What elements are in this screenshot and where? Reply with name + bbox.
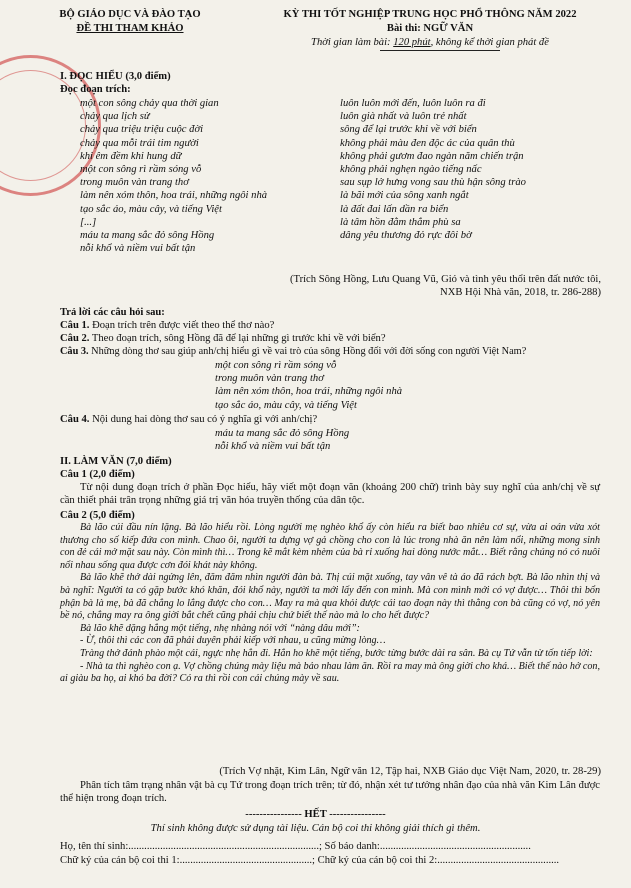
quote-line: một con sông rì rầm sóng vỗ	[215, 360, 337, 371]
excerpt-paragraph: - Nhà ta thì nghèo con ạ. Vợ chồng chúng mày liệu mà bảo nhau làm ăn. Rồi ra may mà ông giời cho khá… Biết thế nào hở con, ai giàu ba họ, ai khó ba đời? Có ra thì rồi con cái chúng mày về sau.	[60, 660, 600, 685]
poem-line: là bãi mới của sông xanh ngắt	[340, 190, 469, 202]
c2-label: Câu 2 (5,0 điểm)	[60, 510, 135, 521]
poem-line: máu ta mang sắc đỏ sông Hồng	[80, 230, 215, 242]
poem-line: dâng yêu thương đỏ rực đôi bờ	[340, 230, 472, 242]
exam-time	[240, 36, 620, 49]
poem-line: luôn già nhất và luôn trẻ nhất	[340, 111, 467, 123]
poem-line: không phải màu đen độc ác của quân thù	[340, 137, 515, 149]
question-label: Câu 1.	[60, 320, 90, 331]
sig1-field: ..................................................	[179, 855, 313, 866]
end-marker	[0, 808, 631, 821]
question-text: Những dòng thơ sau giúp anh/chị hiểu gì về vai trò của sông Hồng đối với đời sống con người Việt Nam?	[88, 346, 527, 357]
question-text: Đoạn trích trên được viết theo thể thơ nào?	[89, 320, 275, 331]
excerpt-paragraph: Bà lão khẽ thở dài ngửng lên, đăm đăm nhìn người đàn bà. Thị cúi mặt xuống, tay vân vê tà áo đã rách bợt. Bà lão nhìn thị và bà nghĩ: Người ta có gặp bước khó khăn, đói khổ này, người ta mới lấy đến con mình. Mà con mình mới có vợ được… Thôi thì bổn phận bà là mẹ, bà đã chẳng lo lắng được cho con… May ra mà qua khỏi được cái tao đoạn này thì thằng con bà cũng có vợ, nó yên bề nó, chẳng may ra ông giời bắt chết cũng phải chịu chứ biết thế nào mà lo cho hết được?	[60, 572, 600, 622]
quote-line: trong muôn vàn trang thơ	[215, 373, 324, 385]
excerpt-paragraph: Bà lão khẽ dặng hắng một tiếng, nhẹ nhàng nói với “nàng dâu mới”:	[80, 622, 360, 634]
signature-row	[60, 854, 559, 867]
quote-line: nỗi khổ và niềm vui bất tận	[215, 441, 331, 453]
name-label: Họ, tên thí sinh:	[60, 841, 129, 852]
exam-note: Thí sinh không được sử dụng tài liệu. Cán bộ coi thi không giải thích gì thêm.	[150, 823, 481, 834]
question-text: Nội dung hai dòng thơ sau có ý nghĩa gì với anh/chị?	[89, 414, 318, 425]
poem-line: sau sụp lở hưng vong sau thù hận sông trào	[340, 177, 526, 189]
excerpt-paragraph: Tràng thở đánh phào một cái, ngực nhẹ hẳn đi. Hắn ho khẽ một tiếng, bước từng bước dài ra sân. Bà cụ Tứ vẫn từ tốn tiếp lời:	[80, 647, 593, 659]
question-2	[60, 332, 386, 345]
exam-title: KỲ THI TỐT NGHIỆP TRUNG HỌC PHỔ THÔNG NĂM 2022	[283, 9, 577, 20]
poem-line: nỗi khổ và niềm vui bất tận	[80, 243, 196, 255]
poem-line: chảy qua lịch sử	[80, 111, 150, 123]
end-dashes-right: ----------------	[329, 809, 386, 820]
header-rule	[380, 50, 500, 51]
sbd-field: .........................................................	[379, 841, 531, 852]
answer-prompt: Trả lời các câu hỏi sau:	[60, 307, 165, 318]
poem-citation	[290, 273, 601, 299]
quote-line: tạo sắc áo, màu cây, và tiếng Việt	[215, 399, 357, 411]
poem-line: một con sông chảy qua thời gian	[80, 98, 219, 109]
end-text: HẾT	[304, 809, 327, 820]
poem-right-column	[340, 97, 526, 242]
question-label: Câu 2.	[60, 333, 90, 344]
ministry-name: BỘ GIÁO DỤC VÀ ĐÀO TẠO	[59, 9, 201, 20]
question-1	[60, 319, 274, 332]
poem-line: chảy qua triệu triệu cuộc đời	[80, 124, 204, 136]
citation-line-1: (Trích Sông Hồng, Lưu Quang Vũ, Gió và tình yêu thổi trên đất nước tôi,	[289, 274, 601, 285]
read-label: Đọc đoạn trích:	[60, 84, 131, 95]
q3-quote	[215, 359, 402, 412]
poem-left-column	[80, 97, 267, 255]
question-text: Theo đoạn trích, sông Hồng đã để lại những gì trước khi về với biển?	[89, 333, 386, 344]
c1-label: Câu 1 (2,0 điểm)	[60, 469, 135, 480]
citation-line-2: NXB Hội Nhà văn, 2018, tr. 286-288)	[440, 287, 601, 299]
poem-line: không phải gươm đao ngàn năm chiến trận	[340, 150, 524, 162]
poem-line: trong muôn vàn trang thơ	[80, 177, 189, 189]
part2-title: II. LÀM VĂN (7,0 điểm)	[60, 456, 172, 467]
poem-line: không phải nghẹn ngào tiếng nấc	[340, 164, 482, 176]
poem-line: chảy qua mỗi trái tim người	[80, 137, 199, 149]
question-label: Câu 3.	[60, 346, 89, 357]
question-3	[60, 345, 526, 358]
exam-type: ĐỀ THI THAM KHẢO	[76, 23, 184, 34]
novel-excerpt	[60, 522, 600, 686]
q4-quote	[215, 427, 349, 453]
excerpt-citation: (Trích Vợ nhặt, Kim Lân, Ngữ văn 12, Tập hai, NXB Giáo dục Việt Nam, 2020, tr. 28-29)	[219, 766, 601, 777]
poem-line: là tâm hồn đằm thắm phù sa	[340, 216, 461, 228]
poem-line: là đất đai lấn dần ra biển	[340, 203, 449, 215]
question-4	[60, 413, 317, 426]
poem-line: một con sông rì rầm sóng vỗ	[80, 164, 202, 176]
c1-prompt: Từ nội dung đoạn trích ở phần Đọc hiểu, hãy viết một đoạn văn (khoảng 200 chữ) trình bày suy nghĩ của anh/chị về sự cần thiết phải trân trọng những giá trị văn hóa truyền thống của dân tộc.	[60, 482, 600, 507]
poem-line: làm nên xóm thôn, hoa trái, những ngôi nhà	[80, 190, 268, 202]
candidate-info-row	[60, 840, 531, 853]
quote-line: máu ta mang sắc đỏ sông Hồng	[215, 428, 350, 439]
c2-task: Phân tích tâm trạng nhân vật bà cụ Tứ trong đoạn trích trên; từ đó, nhận xét tư tưởng nhân đạo của nhà văn Kim Lân được thể hiện trong đoạn trích.	[60, 780, 600, 805]
time-value: 120 phút	[393, 37, 431, 48]
part1-title: I. ĐỌC HIỂU (3,0 điểm)	[60, 71, 171, 82]
sig2-field: ..............................................	[437, 855, 560, 866]
excerpt-paragraph: Bà lão cúi đầu nín lặng. Bà lão hiểu rồi. Lòng người mẹ nghèo khổ ấy còn hiểu ra biết bao nhiêu cơ sự, vừa ai oán vừa xót thương cho số kiếp đứa con mình. Chao ôi, người ta dựng vợ gả chồng cho con là lúc trong nhà ăn nên làm nổi, những mong sinh con đẻ cái mở mặt sau này. Còn mình thì… Trong kẽ mắt kèm nhèm của bà rỉ xuống hai dòng nước mắt… Biết rằng chúng nó có nuôi nổi nhau sống qua được cơn đói khát này không.	[60, 522, 600, 571]
end-dashes-left: ----------------	[245, 809, 302, 820]
poem-line: khi êm đềm khi hung dữ	[80, 150, 182, 162]
poem-line: tạo sắc áo, màu cây, và tiếng Việt	[80, 203, 222, 215]
question-label: Câu 4.	[60, 414, 90, 425]
excerpt-paragraph: - Ừ, thôi thì các con đã phải duyên phải kiếp với nhau, u cũng mừng lòng…	[80, 635, 386, 647]
sig1-label: Chữ ký của cán bộ coi thi 1:	[60, 855, 180, 866]
poem-line: sông để lại trước khi về với biển	[340, 124, 477, 136]
time-suffix: , không kể thời gian phát đề	[430, 37, 549, 48]
sig2-label: ; Chữ ký của cán bộ coi thi 2:	[312, 855, 438, 866]
name-field: ........................................................................	[128, 841, 319, 852]
time-prefix: Thời gian làm bài:	[311, 37, 394, 48]
poem-line: luôn luôn mới đến, luôn luôn ra đi	[340, 98, 486, 109]
sbd-label: ; Số báo danh:	[318, 841, 380, 852]
exam-subject: Bài thi: NGỮ VĂN	[386, 23, 474, 34]
quote-line: làm nên xóm thôn, hoa trái, những ngôi nhà	[215, 386, 403, 398]
poem-line: [...]	[80, 216, 97, 228]
